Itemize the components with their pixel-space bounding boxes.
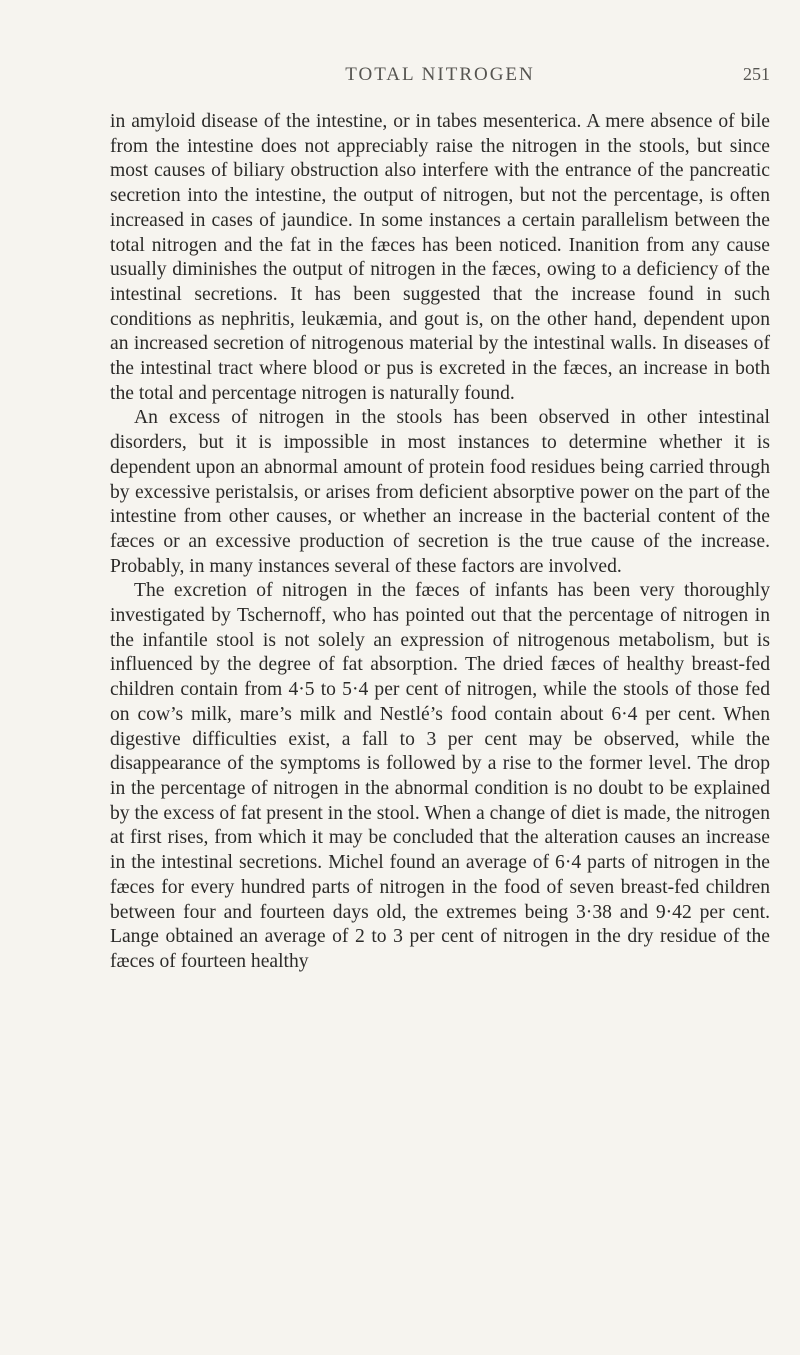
body-text (110, 110, 770, 975)
running-head (110, 64, 770, 94)
paragraph: The excretion of nitrogen in the fæces of infants has been very thoroughly investigated by Tschernoff, who has pointed out that the percentage of nitrogen in the infantile stool is not solely an expression of nitrogenous metabolism, but is influenced by the degree of fat absorption. The dried fæces of healthy breast-fed children contain from 4·5 to 5·4 per cent of nitrogen, while the stools of those fed on cow’s milk, mare’s milk and Nestlé’s food contain about 6·4 per cent. When digestive difficulties exist, a fall to 3 per cent may be observed, while the disappearance of the symptoms is followed by a rise to the former level. The drop in the percentage of nitrogen in the abnormal condition is no doubt to be explained by the excess of fat present in the stool. When a change of diet is made, the nitrogen at first rises, from which it may be concluded that the alteration causes an increase in the intestinal secretions. Michel found an average of 6·4 parts of nitrogen in the fæces for every hundred parts of nitrogen in the food of seven breast-fed children between four and fourteen days old, the extremes being 3·38 and 9·42 per cent. Lange obtained an average of 2 to 3 per cent of nitrogen in the dry residue of the fæces of fourteen healthy (110, 580, 770, 972)
paragraph-continued: in amyloid disease of the intestine, or in tabes mesenterica. A mere absence of bile from the intestine does not appreciably raise the nitrogen in the stools, but since most causes of biliary obstruction also interfere with the entrance of the pancreatic secretion into the intestine, the output of nitrogen, but not the percentage, is often increased in cases of jaundice. In some instances a certain parallelism between the total nitrogen and the fat in the fæces has been noticed. Inanition from any cause usually diminishes the output of nitrogen in the fæces, owing to a deficiency of the intestinal secretions. It has been suggested that the increase found in such conditions as nephritis, leukæmia, and gout is, on the other hand, dependent upon an increased secretion of nitrogenous material by the intestinal walls. In diseases of the intestinal tract where blood or pus is excreted in the fæces, an increase in both the total and percentage nitrogen is naturally found. (110, 111, 770, 404)
running-title: TOTAL NITROGEN (345, 64, 535, 85)
paragraph: An excess of nitrogen in the stools has been observed in other intestinal disorders, but it is impossible in most instances to determine whether it is dependent upon an abnormal amount of protein food residues being carried through by excessive peristalsis, or arises from deficient absorptive power on the part of the intestine from other causes, or whether an increase in the bacterial content of the fæces or an excessive production of secretion is the true cause of the increase. Probably, in many instances several of these factors are involved. (110, 407, 770, 577)
page-number: 251 (743, 64, 770, 84)
